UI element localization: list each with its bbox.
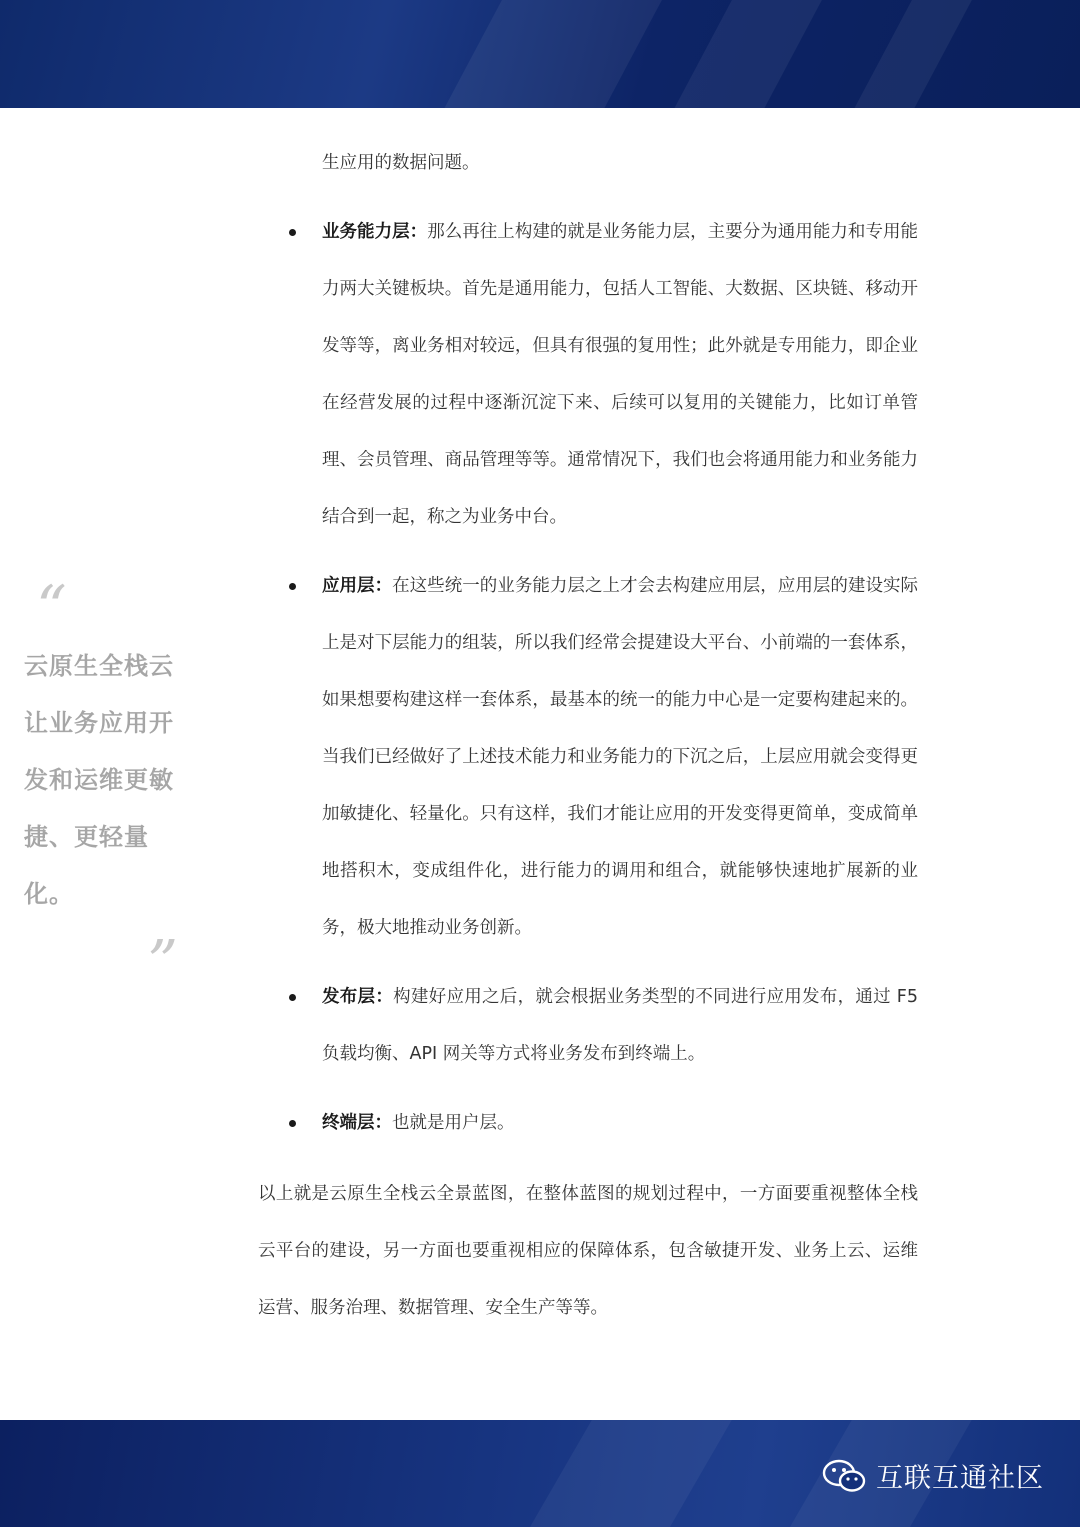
open-quote-icon: “ xyxy=(36,573,67,643)
pull-quote-text xyxy=(24,638,194,923)
list-item-text: 那么再往上构建的就是业务能力层，主要分为通用能力和专用能力两大关键板块。首先是通用能力，包括人工智能、大数据、区块链、移动开发等等，离业务相对较远，但具有很强的复用性；此外就是专用能力，即企业在经营发展的过程中逐渐沉淀下来、后续可以复用的关键能力，比如订单管理、会员管理、商品管理等等。通常情况下，我们也会将通用能力和业务能力结合到一起，称之为业务中台。 xyxy=(322,222,919,527)
list-item-text: 构建好应用之后，就会根据业务类型的不同进行应用发布，通过 F5 负载均衡、API 网关等方式将业务发布到终端上。 xyxy=(322,987,919,1064)
list-item xyxy=(258,558,918,957)
continuation-text: 生应用的数据问题。 xyxy=(322,153,480,173)
wechat-icon xyxy=(822,1459,866,1493)
header-band xyxy=(0,0,1080,108)
list-item xyxy=(258,969,918,1083)
pull-quote-line: 发和运维更敏 xyxy=(24,766,174,794)
brand-name: 互联互通社区 xyxy=(876,1463,1044,1494)
pull-quote-line: 云原生全栈云 xyxy=(24,652,174,680)
list-item-term: 发布层： xyxy=(322,987,394,1007)
pull-quote-line: 捷、更轻量化。 xyxy=(24,823,149,908)
list-item-text: 也就是用户层。 xyxy=(392,1113,515,1133)
article-body xyxy=(258,135,918,1337)
footer-brand[interactable] xyxy=(822,1456,1044,1495)
list-item-term: 业务能力层： xyxy=(322,222,428,242)
bullet-icon xyxy=(289,1120,296,1127)
pull-quote-line: 让业务应用开 xyxy=(24,709,174,737)
pull-quote xyxy=(24,573,194,998)
list-item-text: 在这些统一的业务能力层之上才会去构建应用层，应用层的建设实际上是对下层能力的组装，所以我们经常会提建设大平台、小前端的一套体系，如果想要构建这样一套体系，最基本的统一的能力中心是一定要构建起来的。当我们已经做好了上述技术能力和业务能力的下沉之后，上层应用就会变得更加敏捷化、轻量化。只有这样，我们才能让应用的开发变得更简单，变成简单地搭积木，变成组件化，进行能力的调用和组合，就能够快速地扩展新的业务，极大地推动业务创新。 xyxy=(322,576,919,938)
bullet-icon xyxy=(289,583,296,590)
bullet-icon xyxy=(289,994,296,1001)
list-item-term: 终端层： xyxy=(322,1113,392,1133)
close-quote-icon: ” xyxy=(147,928,178,998)
summary-paragraph: 以上就是云原生全栈云全景蓝图，在整体蓝图的规划过程中，一方面要重视整体全栈云平台的建设，另一方面也要重视相应的保障体系，包含敏捷开发、业务上云、运维运营、服务治理、数据管理、安全生产等等。 xyxy=(258,1184,918,1318)
list-item xyxy=(258,1095,918,1152)
bullet-icon xyxy=(289,229,296,236)
list-item xyxy=(258,204,918,546)
list-item-term: 应用层： xyxy=(322,576,393,596)
